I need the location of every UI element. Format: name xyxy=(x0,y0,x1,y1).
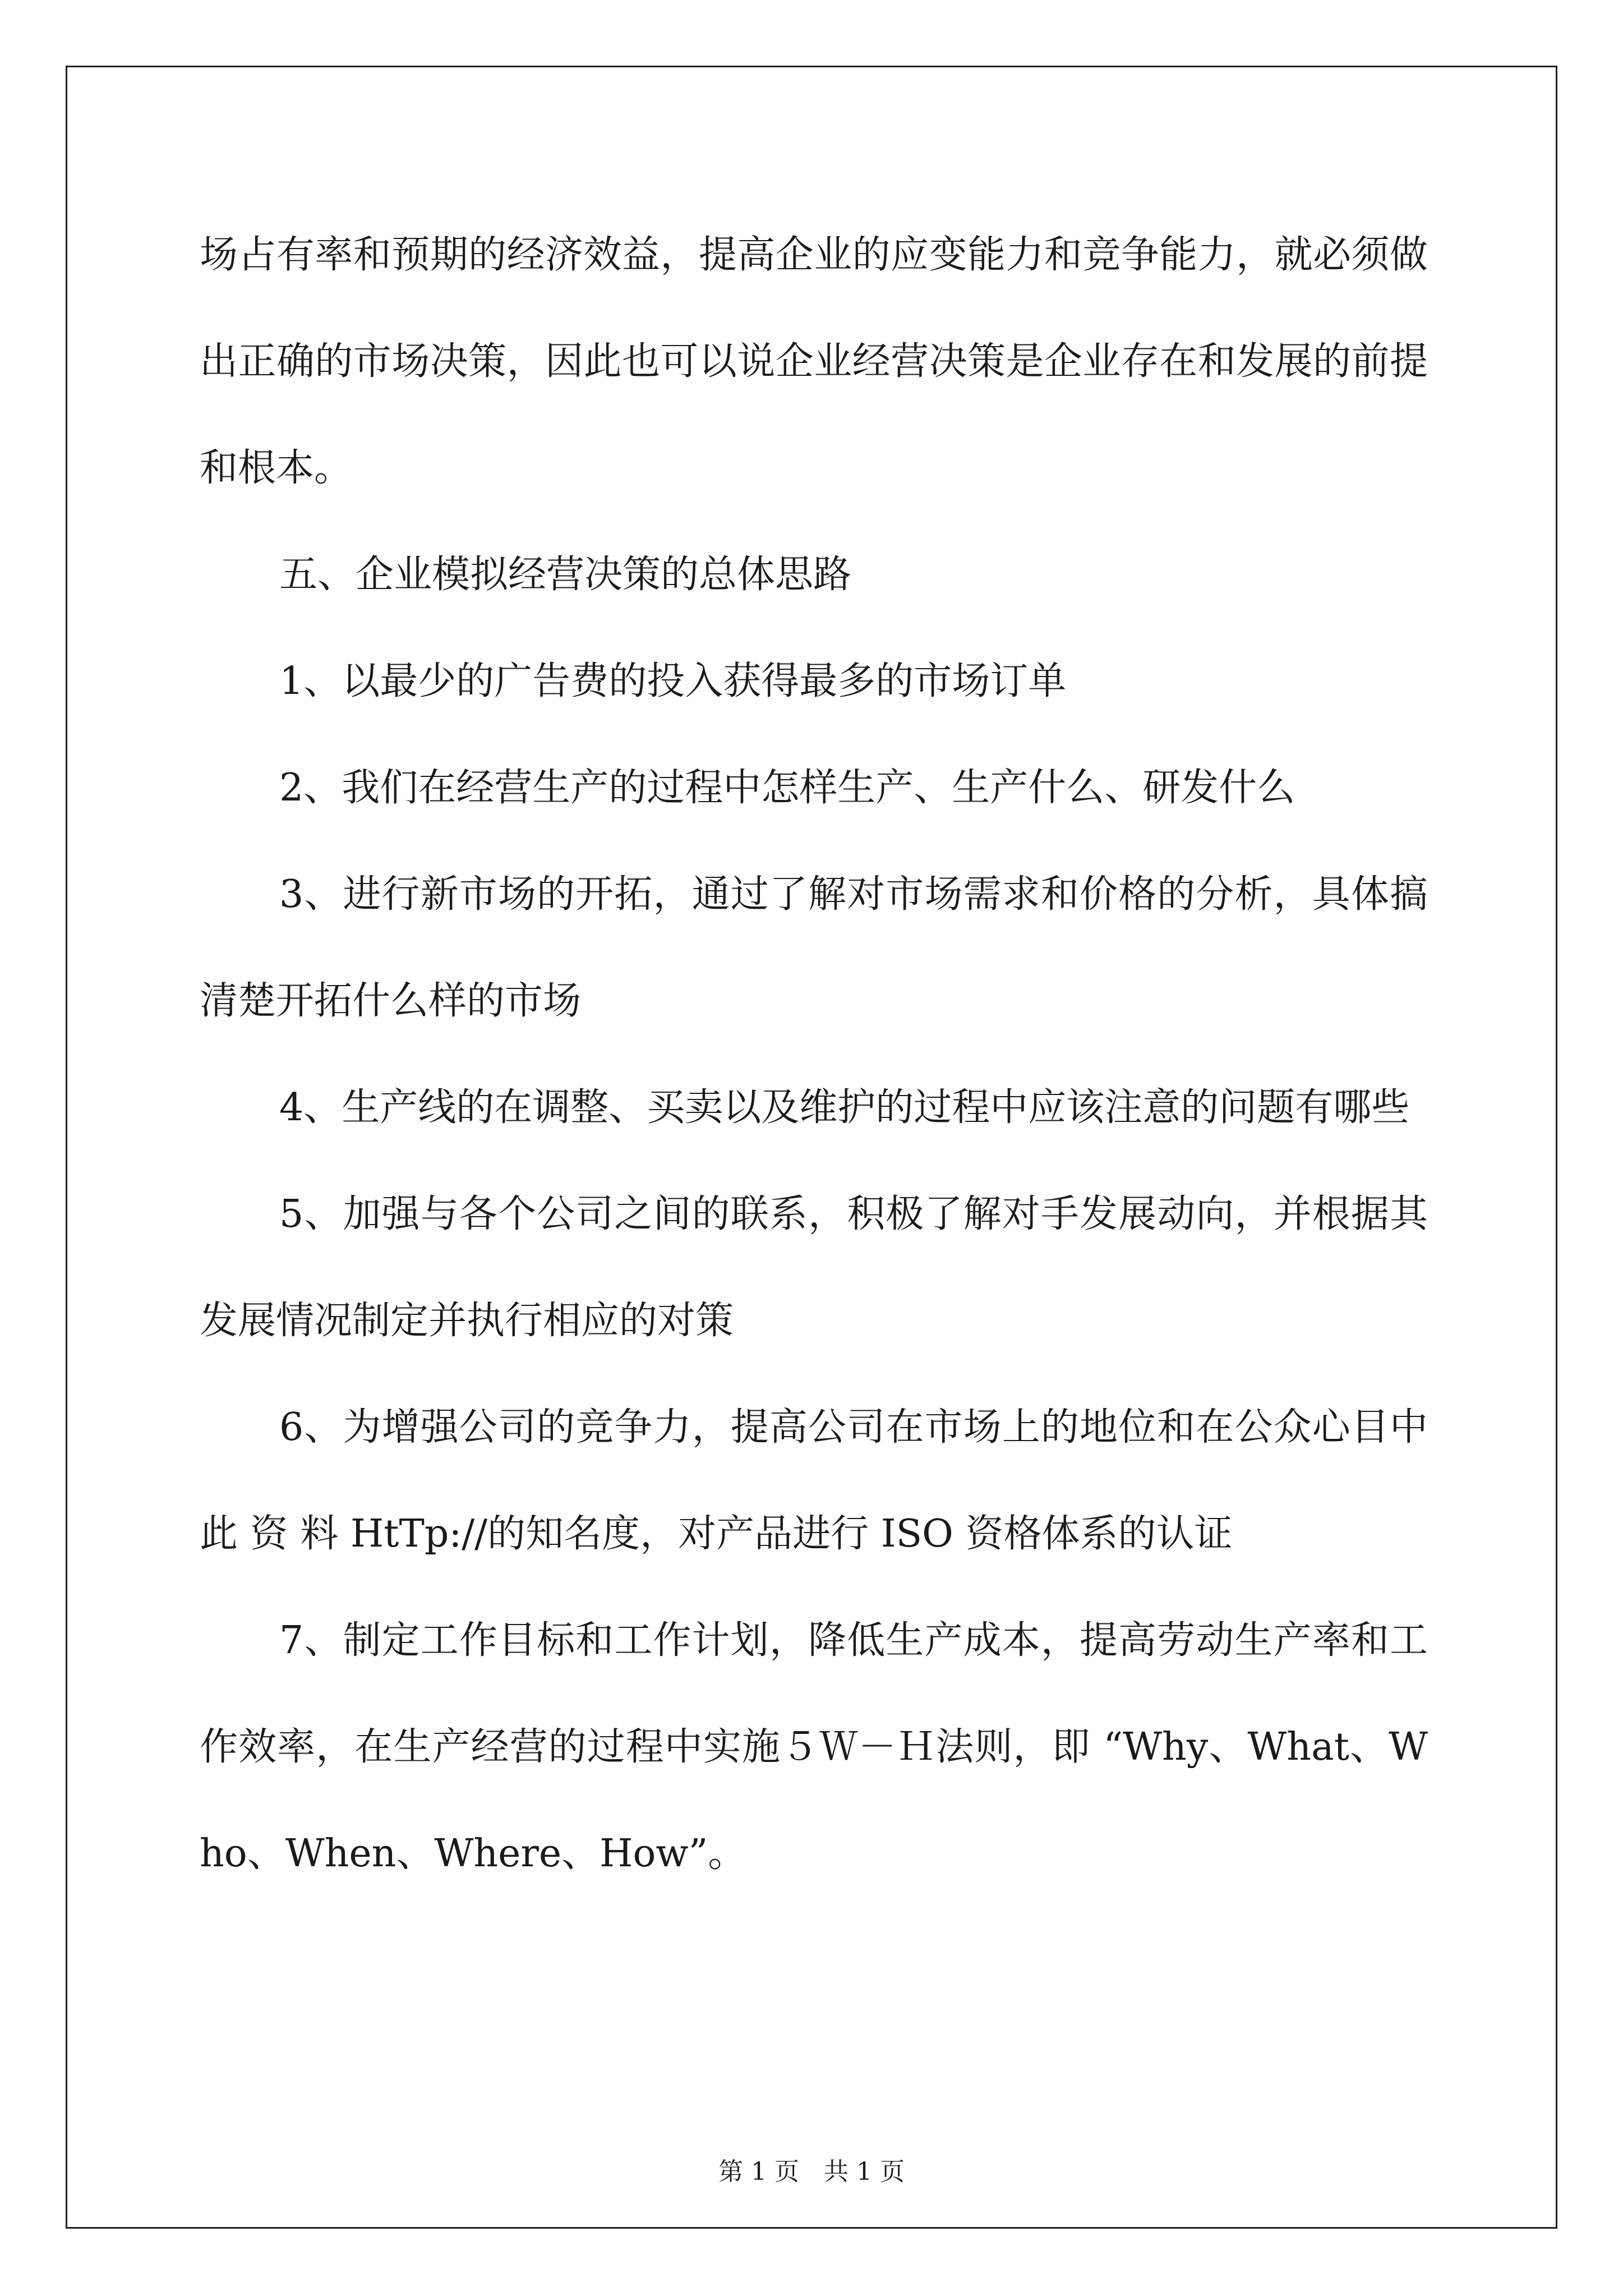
page-footer: 第 1 页 共 1 页 xyxy=(718,2157,905,2186)
paragraph: 场占有率和预期的经济效益，提高企业的应变能力和竞争能力，就必须做出正确的市场决策，因此也可以说企业经营决策是企业存在和发展的前提和根本。 xyxy=(200,233,1428,490)
list-item: 7、制定工作目标和工作计划，降低生产成本，提高劳动生产率和工作效率，在生产经营的过程中实施５Ｗ－Ｈ法则，即 “Why、What、Who、When、Where、How”。 xyxy=(200,1618,1428,1876)
section-heading: 五、企业模拟经营决策的总体思路 xyxy=(279,553,852,597)
list-item: 2、我们在经营生产的过程中怎样生产、生产什么、研发什么 xyxy=(279,766,1295,810)
list-item: 1、以最少的广告费的投入获得最多的市场订单 xyxy=(279,659,1067,703)
list-item: 3、进行新市场的开拓，通过了解对市场需求和价格的分析，具体搞清楚开拓什么样的市场 xyxy=(200,872,1428,1023)
list-item: 5、加强与各个公司之间的联系，积极了解对手发展动向，并根据其发展情况制定并执行相应的对策 xyxy=(200,1192,1428,1343)
document-body xyxy=(200,202,1428,1907)
list-item: 4、生产线的在调整、买卖以及维护的过程中应该注意的问题有哪些 xyxy=(279,1085,1410,1130)
list-item: 6、为增强公司的竞争力，提高公司在市场上的地位和在公众心目中此 资 料 HtTp://的知名度，对产品进行 ISO 资格体系的认证 xyxy=(200,1405,1428,1556)
